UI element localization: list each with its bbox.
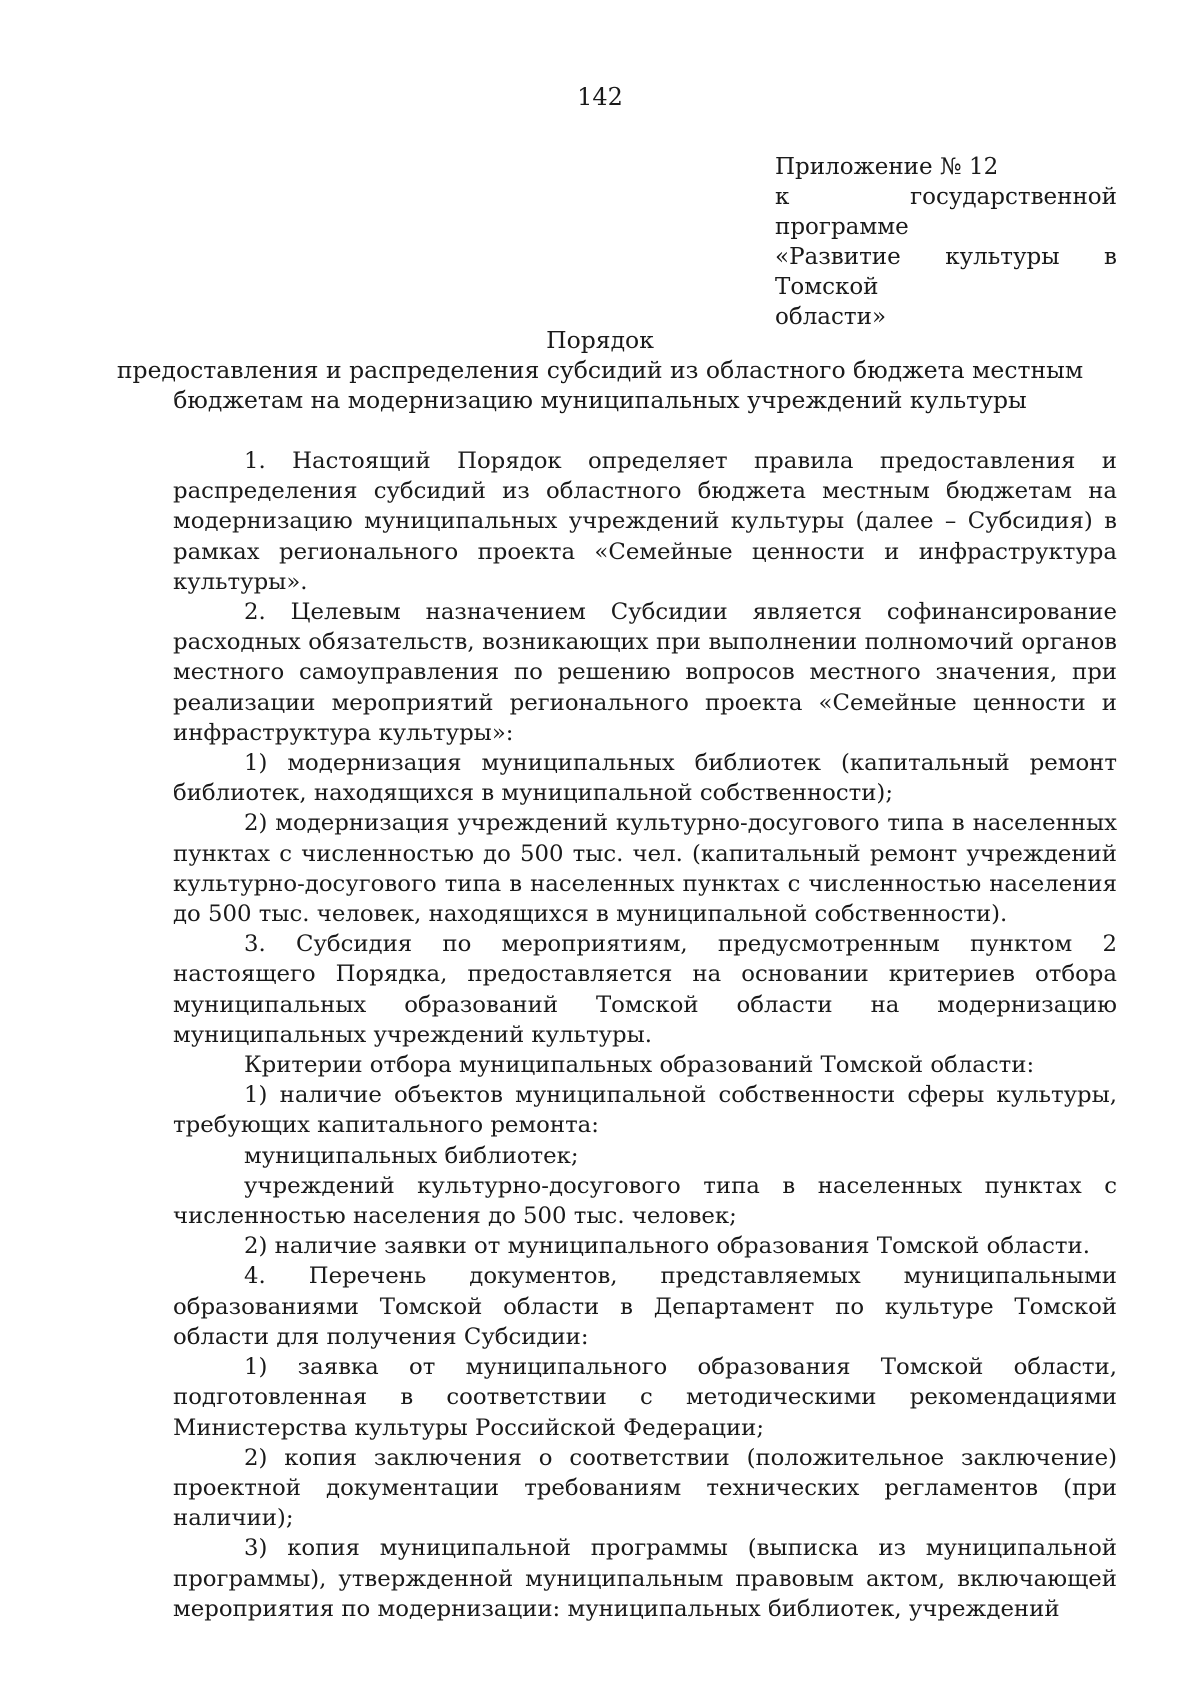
paragraph-2-item-2: 2) модернизация учреждений культурно-досугового типа в населенных пунктах с численностью до 500 тыс. чел. (капитальный ремонт учреждений культурно-досугового типа в населенных пунктах с численностью населения до 500 тыс. человек, находящихся в муниципальной собственности). — [173, 810, 1117, 928]
appendix-line-2: к государственной программе — [775, 184, 1117, 240]
title-line-3: бюджетам на модернизацию муниципальных учреждений культуры — [173, 386, 1027, 414]
paragraph-2: 2. Целевым назначением Субсидии является софинансирование расходных обязательств, возникающих при выполнении полномочий органов местного самоуправления по решению вопросов местного значения, при реализации мероприятий регионального проекта «Семейные ценности и инфраструктура культуры»: — [173, 599, 1117, 746]
title-line-1: Порядок — [546, 326, 654, 354]
paragraph-4-item-2: 2) копия заключения о соответствии (положительное заключение) проектной документации требованиям технических регламентов (при наличии); — [173, 1444, 1117, 1532]
paragraph-4-item-1: 1) заявка от муниципального образования Томской области, подготовленная в соответствии с методическими рекомендациями Министерства культуры Российской Федерации; — [173, 1354, 1117, 1441]
page-number: 142 — [577, 83, 623, 111]
appendix-header — [775, 152, 1117, 332]
appendix-line-1: Приложение № 12 — [775, 154, 999, 180]
appendix-line-3: «Развитие культуры в Томской — [775, 244, 1117, 300]
paragraph-1: 1. Настоящий Порядок определяет правила предоставления и распределения субсидий из областного бюджета местным бюджетам на модернизацию муниципальных учреждений культуры (далее – Субсидия) в рамках регионального проекта «Семейные ценности и инфраструктура культуры». — [173, 448, 1117, 595]
paragraph-3: 3. Субсидия по мероприятиям, предусмотренным пунктом 2 настоящего Порядка, предоставляется на основании критериев отбора муниципальных образований Томской области на модернизацию муниципальных учреждений культуры. — [173, 931, 1117, 1048]
document-body — [173, 446, 1117, 1624]
criteria-item-1: 1) наличие объектов муниципальной собственности сферы культуры, требующих капитального ремонта: — [173, 1082, 1117, 1139]
paragraph-4-item-3: 3) копия муниципальной программы (выписка из муниципальной программы), утвержденной муниципальным правовым актом, включающей мероприятия по модернизации: муниципальных библиотек, учреждений — [173, 1535, 1117, 1622]
document-title — [0, 325, 1200, 415]
criteria-item-2: 2) наличие заявки от муниципального образования Томской области. — [244, 1233, 1090, 1260]
criteria-item-1-b: учреждений культурно-досугового типа в населенных пунктах с численностью населения до 500 тыс. человек; — [173, 1172, 1117, 1230]
paragraph-4: 4. Перечень документов, представляемых муниципальными образованиями Томской области в Департамент по культуре Томской области для получения Субсидии: — [173, 1263, 1117, 1350]
criteria-heading: Критерии отбора муниципальных образований Томской области: — [244, 1052, 1035, 1079]
paragraph-2-item-1: 1) модернизация муниципальных библиотек (капитальный ремонт библиотек, находящихся в муниципальной собственности); — [173, 750, 1117, 807]
title-line-2: предоставления и распределения субсидий из областного бюджета местным — [116, 356, 1084, 384]
appendix-line-4: области» — [775, 304, 887, 330]
criteria-item-1-a: муниципальных библиотек; — [244, 1142, 579, 1169]
